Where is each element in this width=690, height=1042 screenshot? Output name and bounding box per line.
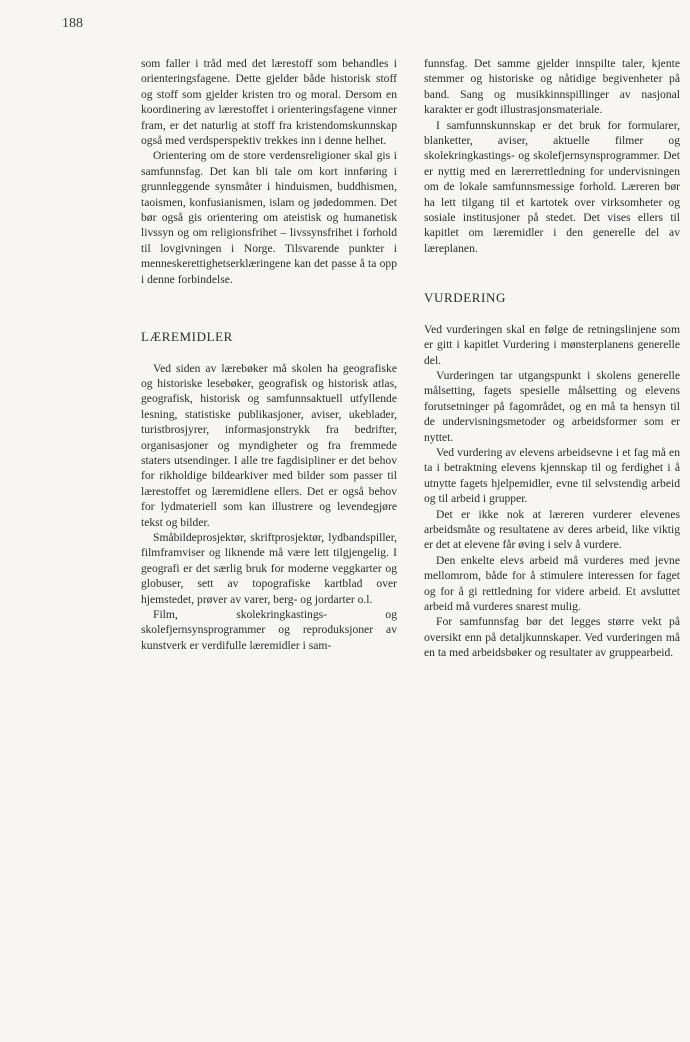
right-paragraph-4: Vurderingen tar utgangspunkt i skolens generelle målsetting, fagets spesielle målsetting og elevens forutsetninger på fagområdet, og en må ta hensyn til de undervisningsmetoder og arbeidsformer som er nyttet.	[424, 368, 680, 444]
left-paragraph-2: Orientering om de store verdensreligioner skal gis i samfunnsfag. Det kan bli tale om kort innføring i grunnleggende synsmåter i hinduismen, buddhismen, taoismen, konfusianismen, islam og jødedommen. Det bør også gis orientering om ateistisk og humanetisk livssyn og om religionsfrihet – livssynsfrihet i forhold til lovgivningen i Norge. Tilsvarende punkter i menneskerettighetserklæringene kan det passe å ta opp i denne forbindelse.	[141, 149, 397, 286]
section-heading-laeremidler: LÆREMIDLER	[141, 329, 233, 345]
left-column	[141, 56, 397, 653]
section-heading-vurdering: VURDERING	[424, 290, 506, 306]
page-number: 188	[62, 16, 83, 31]
right-column	[424, 56, 680, 661]
right-paragraph-5: Ved vurdering av elevens arbeidsevne i et fag må en ta i betraktning elevens kjennskap til og ferdighet i å utnytte fagets hjelpemidler, evne til selvstendig arbeid og til arbeid i grupper.	[424, 445, 680, 506]
left-paragraph-3: Ved siden av lærebøker må skolen ha geografiske og historiske lesebøker, geografisk og historisk atlas, geografisk, historisk og samfunnsaktuell utfyllende lesning, statistiske publikasjoner, aviser, ukeblader, turistbrosjyrer, informasjonstrykk fra bedrifter, organisasjoner og myndigheter og fra fremmede staters utsendinger. I alle tre fagdisipliner er det behov for rikholdige bildearkiver med bilder som passer til lærestoffet og læremidlene ellers. Det er også behov for lydmateriell som kan illustrere og levendegjøre tekst og bilder.	[141, 361, 397, 529]
right-paragraph-3: Ved vurderingen skal en følge de retningslinjene som er gitt i kapitlet Vurdering i mønsterplanens generelle del.	[424, 322, 680, 367]
left-paragraph-1: som faller i tråd med det lærestoff som behandles i orienteringsfagene. Dette gjelder både historisk stoff og stoff som gjelder kristen tro og moral. Dersom en koordinering av lærestoffet i orienteringsfagene vinner fram, er det naturlig at stoff fra kristendomskunnskap også med verdsperspektiv trekkes inn i denne helhet.	[141, 57, 397, 148]
left-paragraph-4: Småbildeprosjektør, skriftprosjektør, lydbandspiller, filmframviser og liknende må være lett tilgjengelig. I geografi er det særlig bruk for moderne veggkarter og globuser, sett av topografiske kartblad over hjemstedet, prøver av varer, berg- og jordarter o.l.	[141, 530, 397, 606]
right-paragraph-2: I samfunnskunnskap er det bruk for formularer, blanketter, aviser, aktuelle filmer og skolekringkastings- og skolefjernsynsprogrammer. Det er nyttig med en lærerrettledning for undervisningen om de lokale samfunnsmessige forhold. Læreren bør ha lett tilgang til et kartotek over virksomheter og sosiale institusjoner på stedet. Det vises ellers til kapitlet om læremidler i den generelle del av læreplanen.	[424, 118, 680, 255]
right-paragraph-8: For samfunnsfag bør det legges større vekt på oversikt enn på detaljkunnskaper. Ved vurderingen må en ta med arbeidsbøker og resultater av gruppearbeid.	[424, 615, 680, 660]
right-paragraph-1: funnsfag. Det samme gjelder innspilte taler, kjente stemmer og historiske og nåtidige begivenheter på band. Sang og musikkinnspillinger av nasjonal karakter er godt illustrasjonsmateriale.	[424, 57, 680, 117]
right-paragraph-6: Det er ikke nok at læreren vurderer elevenes arbeidsmåte og resultatene av deres arbeid, like viktig er det at elevene får øving i selv å vurdere.	[424, 507, 680, 552]
right-paragraph-7: Den enkelte elevs arbeid må vurderes med jevne mellomrom, både for å stimulere interessen for faget og for å gi rettledning for videre arbeid. Et avsluttet arbeid må vurderes snarest mulig.	[424, 553, 680, 613]
left-paragraph-5: Film, skolekringkastings- og skolefjernsynsprogrammer og reproduksjoner av kunstverk er verdifulle læremidler i sam-	[141, 608, 397, 652]
